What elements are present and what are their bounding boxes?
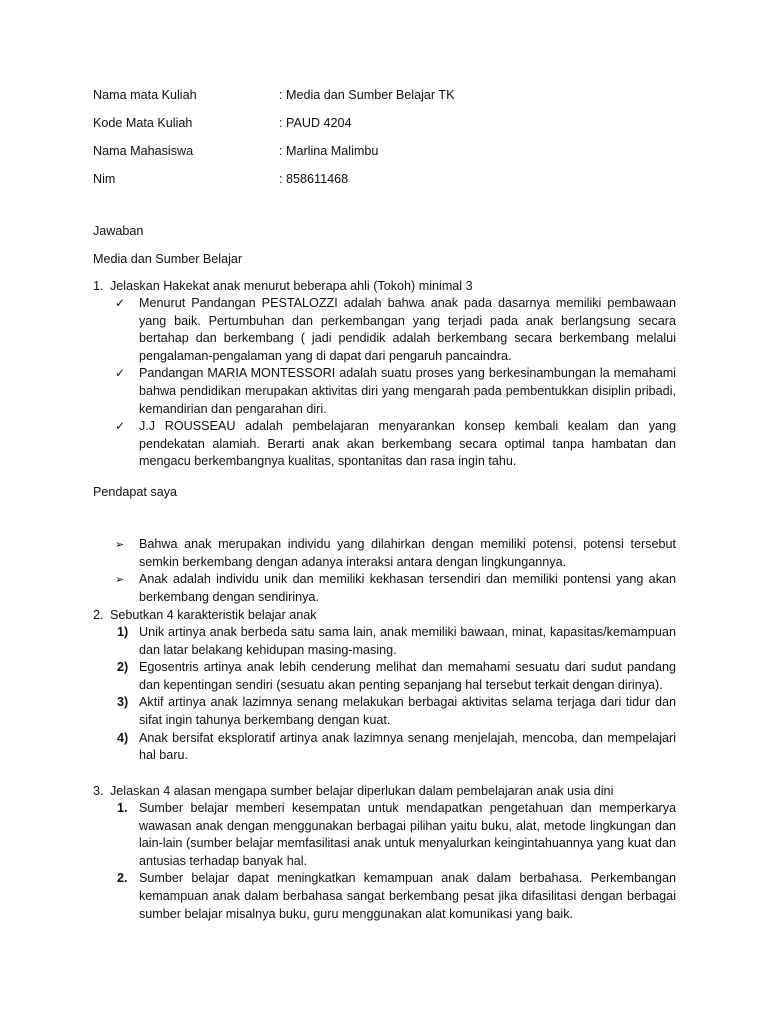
question-3 — [93, 782, 676, 923]
item-number: 4) — [117, 730, 129, 745]
info-label: Nim — [93, 172, 116, 186]
list-item-text: Sumber belajar dapat meningkatkan kemampuan anak dalam berbahasa. Perkembangan kemampuan anak dalam berbahasa sangat berkembang pesat jika difasilitasi dengan berbagai sumber belajar misalnya buku, guru menggunakan alat komunikasi yang baik. — [139, 871, 676, 921]
question-2 — [93, 606, 676, 765]
info-value: : Marlina Malimbu — [279, 144, 379, 158]
list-item — [93, 571, 676, 606]
opinion-heading: Pendapat saya — [93, 485, 178, 499]
question-text: Sebutkan 4 karakteristik belajar anak — [110, 608, 317, 622]
question-text: Jelaskan Hakekat anak menurut beberapa ahli (Tokoh) minimal 3 — [110, 279, 473, 293]
question-title — [93, 606, 676, 624]
list-item-text: Unik artinya anak berbeda satu sama lain, anak memiliki bawaan, minat, kapasitas/kemampuan dan latar belakang kehidupan masing-masing. — [139, 625, 676, 657]
list-item — [93, 624, 676, 659]
list-item — [93, 694, 676, 729]
subject-heading-block — [93, 250, 676, 268]
list-item-text: Bahwa anak merupakan individu yang dilahirkan dengan memiliki potensi, potensi tersebut semkin berkembang dengan adanya interaksi antara dengan lingkungannya. — [139, 537, 676, 569]
question-1 — [93, 277, 676, 471]
list-item-text: Anak adalah individu unik dan memiliki kekhasan tersendiri dan memiliki pontensi yang akan berkembang dengan sendirinya. — [139, 572, 676, 604]
list-item — [93, 365, 676, 418]
info-value: : PAUD 4204 — [279, 116, 352, 130]
list-item-text: J.J ROUSSEAU adalah pembelajaran menyarankan konsep kembali kealam dan yang pendekatan alamiah. Berarti anak akan berkembang secara optimal tanpa hambatan dan mengacu berkembangnya kualitas, spontanitas dan rasa ingin tahu. — [139, 419, 676, 469]
characteristics-list — [93, 624, 676, 765]
subject-heading: Media dan Sumber Belajar — [93, 252, 243, 266]
list-item — [93, 418, 676, 471]
arrow-bullet-icon: ➢ — [115, 573, 125, 587]
opinion-heading-block — [93, 483, 676, 501]
expert-list — [93, 295, 676, 471]
list-item — [93, 800, 676, 870]
question-text: Jelaskan 4 alasan mengapa sumber belajar diperlukan dalam pembelajaran anak usia dini — [110, 784, 614, 798]
info-label: Nama Mahasiswa — [93, 144, 194, 158]
info-label: Kode Mata Kuliah — [93, 116, 193, 130]
list-item-text: Anak bersifat eksploratif artinya anak lazimnya senang menjelajah, mencoba, dan mempelajari hal baru. — [139, 730, 676, 763]
item-number: 1. — [117, 801, 128, 815]
list-item-text: Sumber belajar memberi kesempatan untuk mendapatkan pengetahuan dan memperkarya wawasan anak dengan menggunakan berbagai pilihan yaitu buku, alat, metode lingkungan dan lain-lain (sumber belajar memfasilitasi anak untuk menyalurkan keingintahuannya yang kuat dan antusias terhadap banyak hal. — [139, 801, 676, 868]
list-item-text: Menurut Pandangan PESTALOZZI adalah bahwa anak pada dasarnya memiliki pembawaan yang baik. Pertumbuhan dan perkembangan yang terjadi pada anak berlangsung secara bertahap dan berkembang ( jadi pendidik adalah berkembang secara berkembang melalui pengalaman-pengalaman yang di dapat dari pengaruh pancaindra. — [139, 296, 676, 363]
question-number: 2. — [93, 608, 104, 622]
info-value: : Media dan Sumber Belajar TK — [279, 88, 455, 102]
list-item-text: Egosentris artinya anak lebih cenderung melihat dan memahami sesuatu dari sudut pandang dan kepentingan sendiri (sesuatu akan penting sepanjang hal tersebut terkait dengan dirinya). — [139, 660, 676, 692]
opinion-list — [93, 536, 676, 606]
item-number: 2) — [117, 660, 129, 675]
info-value: : 858611468 — [279, 172, 349, 186]
question-title — [93, 277, 676, 295]
item-number: 3) — [117, 695, 129, 710]
answer-heading: Jawaban — [93, 224, 144, 238]
list-item-text: Pandangan MARIA MONTESSORI adalah suatu proses yang berkesinambungan la memahami bahwa pendidikan merupakan aktivitas diri yang mengarah pada pembentukkan disiplin pribadi, kemandirian dan pengarahan diri. — [139, 366, 676, 416]
check-icon: ✓ — [115, 366, 126, 381]
question-number: 1. — [93, 279, 104, 293]
list-item — [93, 659, 676, 694]
list-item — [93, 295, 676, 365]
item-number: 1) — [117, 625, 129, 639]
answer-heading-block — [93, 222, 676, 240]
list-item — [93, 730, 676, 765]
reasons-list — [93, 800, 676, 923]
check-icon: ✓ — [115, 296, 126, 310]
list-item-text: Aktif artinya anak lazimnya senang melakukan berbagai aktivitas selama terjaga dari tidur dan sifat ingin tahunya berkembang dengan kuat. — [139, 695, 676, 727]
info-label: Nama mata Kuliah — [93, 88, 197, 102]
check-icon: ✓ — [115, 419, 126, 434]
question-title — [93, 782, 676, 800]
list-item — [93, 870, 676, 923]
arrow-bullet-icon: ➢ — [115, 538, 125, 551]
question-number: 3. — [93, 784, 104, 798]
item-number: 2. — [117, 871, 128, 886]
opinion-section — [93, 536, 676, 606]
list-item — [93, 536, 676, 571]
